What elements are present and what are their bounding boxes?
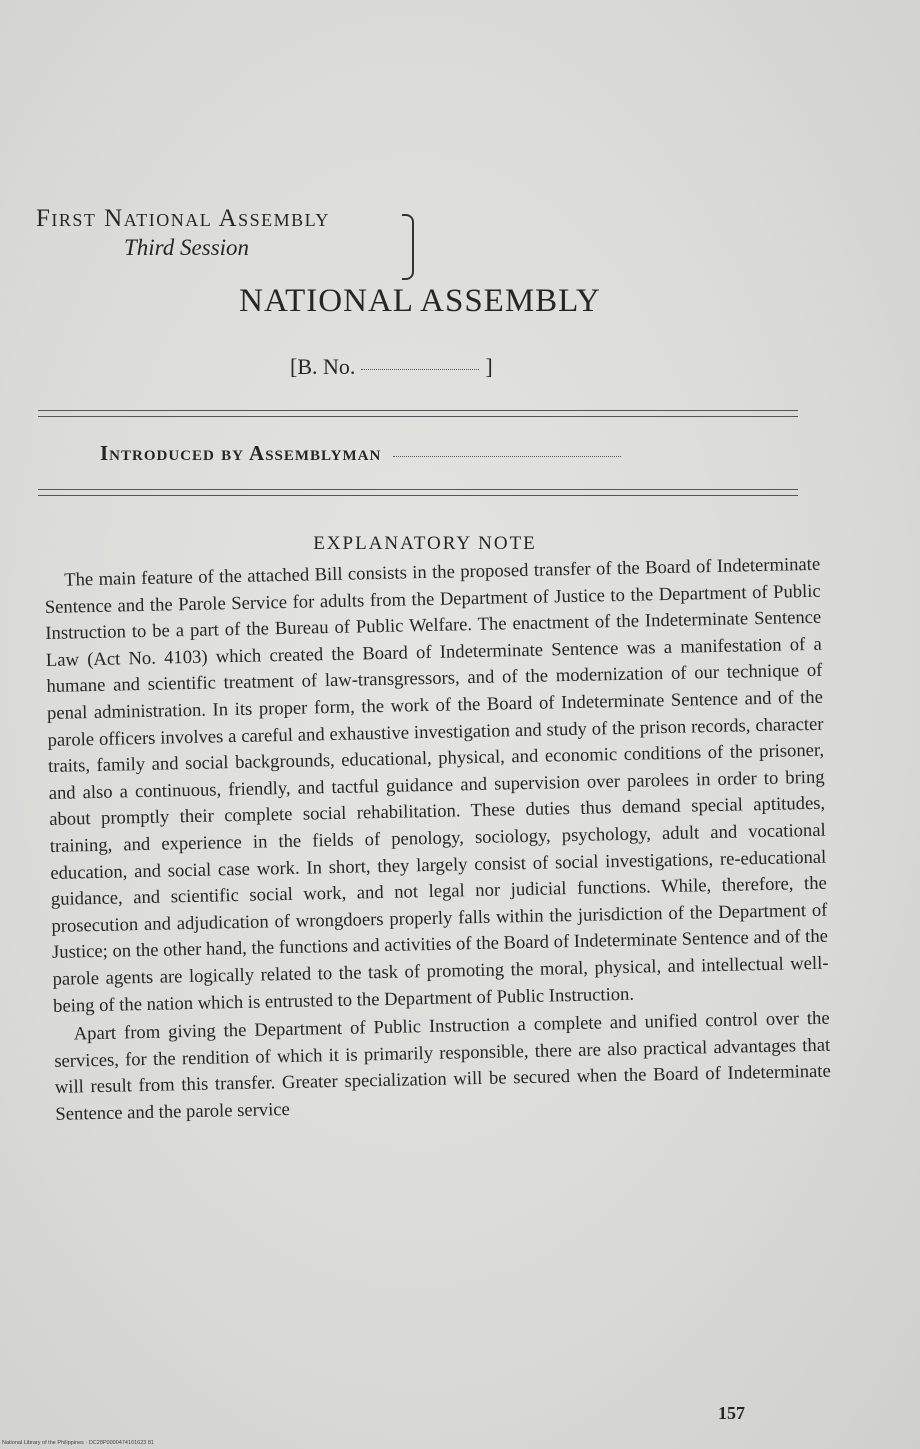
introduced-by-blank <box>393 456 621 457</box>
footer-credit: National Library of the Philippines · DC28P0000474101623 81 <box>2 1440 154 1446</box>
bill-number-close: ] <box>485 354 493 379</box>
double-rule-top <box>38 410 798 417</box>
assembly-line: First National Assembly <box>36 205 330 232</box>
bill-number <box>290 354 493 380</box>
explanatory-note-body <box>44 552 832 1129</box>
brace-mark <box>402 214 414 280</box>
paragraph: Apart from giving the Department of Public Instruction a complete and unified control over the services, for the rendition of which it is primarily responsible, there are also practical advantages that will result from this transfer. Greater specialization will be secured when the Board of Indeterminate Sentence and the parole service <box>54 1007 831 1125</box>
bill-number-blank <box>361 369 479 370</box>
bill-number-label: [B. No. <box>290 354 356 379</box>
session-header <box>36 205 330 261</box>
introduced-by-label: Introduced by Assemblyman <box>100 441 382 465</box>
page-number: 157 <box>718 1403 745 1423</box>
session-line: Third Session <box>124 235 250 260</box>
explanatory-note-title: EXPLANATORY NOTE <box>313 533 537 554</box>
introduced-by <box>100 441 621 466</box>
page-title: NATIONAL ASSEMBLY <box>239 283 601 319</box>
double-rule-bottom <box>38 489 798 496</box>
paragraph: The main feature of the attached Bill consists in the proposed transfer of the Board of Indeterminate Sentence and the Parole Service for adults from the Department of Justice to the Department of Public Instruction to be a part of the Bureau of Public Welfare. The enactment of the Indeterminate Sentence Law (Act No. 4103) which created the Board of Indeterminate Sentence was a manifestation of a humane and scientific treatment of law-transgressors, and of the modernization of our technique of penal administration. In its proper form, the work of the Board of Indeterminate Sentence and of the parole officers involves a careful and exhaustive investigation and study of the prison records, character traits, family and social backgrounds, educational, physical, and economic conditions of the prisoner, and also a continuous, friendly, and tactful guidance and supervision over parolees in order to bring about promptly their complete social rehabilitation. These duties thus demand special aptitudes, training, and experience in the fields of penology, sociology, psychology, adult and vocational education, and social case work. In short, they largely consist of social investigations, re-educational guidance, and scientific social work, and not legal nor judicial functions. While, therefore, the prosecution and adjudication of wrongdoers properly falls within the jurisdiction of the Department of Justice; on the other hand, the functions and activities of the Board of Indeterminate Sentence and of the parole agents are logically related to the task of promoting the moral, physical, and intellectual well-being of the nation which is entrusted to the Department of Public Instruction. <box>44 553 829 1017</box>
